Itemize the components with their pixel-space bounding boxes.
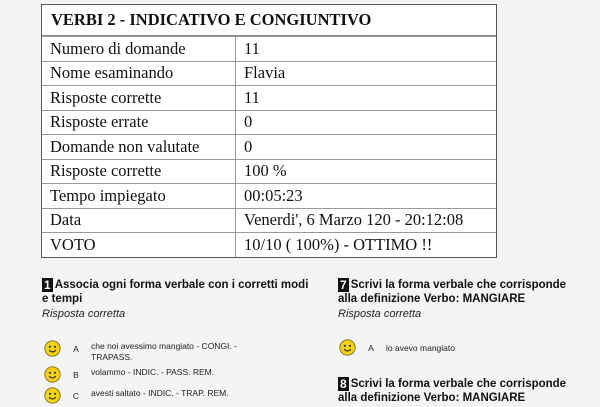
row-label: Numero di domande	[42, 37, 236, 62]
question-text: Associa ogni forma verbale con i corretti modi e tempi	[42, 279, 309, 305]
result-label: Risposta corretta	[338, 308, 422, 320]
table-row	[42, 184, 496, 209]
row-label: Risposte errate	[42, 110, 236, 135]
question-text: Scrivi la forma verbale che corrisponde alla definizione Verbo: MANGIARE	[338, 279, 567, 305]
row-value: 0	[236, 110, 497, 135]
smiley-icon	[44, 340, 61, 357]
question-number-badge: 7	[340, 278, 347, 292]
table-row	[42, 61, 496, 86]
table-row	[42, 208, 496, 233]
row-value: 00:05:23	[236, 184, 497, 209]
table-row	[42, 110, 496, 135]
answer-letter: B	[73, 370, 79, 380]
results-summary-table	[41, 4, 497, 258]
row-label: Nome esaminando	[42, 61, 236, 86]
row-label: Domande non valutate	[42, 135, 236, 160]
row-value: Flavia	[236, 61, 497, 86]
result-label: Risposta corretta	[42, 308, 126, 320]
row-value: 11	[236, 86, 497, 111]
table-row	[42, 37, 496, 62]
row-value: 10/10 ( 100%) - OTTIMO !!	[236, 233, 497, 257]
question-text: Scrivi la forma verbale che corrisponde alla definizione Verbo: MANGIARE	[338, 378, 567, 404]
answer-row	[44, 387, 294, 404]
answer-row	[339, 339, 589, 356]
table-row	[42, 86, 496, 111]
smiley-icon	[339, 339, 356, 356]
smiley-icon	[44, 387, 61, 404]
row-label: Risposte corrette	[42, 86, 236, 111]
answer-row	[44, 340, 294, 363]
question-number-badge: 1	[44, 278, 51, 292]
table-row	[42, 233, 496, 257]
answer-text: avesti saltato - INDIC. - TRAP. REM.	[91, 388, 229, 398]
answer-letter: A	[73, 344, 79, 354]
row-label: Risposte corrette	[42, 159, 236, 184]
answer-letter: A	[368, 343, 374, 353]
smiley-icon	[44, 366, 61, 383]
question-7	[338, 278, 588, 321]
row-value: 100 %	[236, 159, 497, 184]
answer-row	[44, 366, 294, 383]
quiz-title: VERBI 2 - INDICATIVO E CONGIUNTIVO	[42, 5, 496, 36]
answer-text: che noi avessimo mangiato - CONGI. - TRAPASS.	[91, 341, 237, 362]
row-label: VOTO	[42, 233, 236, 257]
answer-text: lo avevo mangiato	[386, 343, 455, 353]
table-row	[42, 159, 496, 184]
question-1	[42, 278, 312, 321]
summary-rows	[42, 36, 496, 257]
row-label: Data	[42, 208, 236, 233]
row-label: Tempo impiegato	[42, 184, 236, 209]
table-row	[42, 135, 496, 160]
answer-letter: C	[72, 391, 80, 401]
question-8	[338, 377, 588, 405]
row-value: 0	[236, 135, 497, 160]
answer-text: volammo - INDIC. - PASS. REM.	[91, 367, 215, 377]
row-value: 11	[236, 37, 497, 62]
question-number-badge: 8	[340, 377, 347, 391]
row-value: Venerdi', 6 Marzo 120 - 20:12:08	[236, 208, 497, 233]
